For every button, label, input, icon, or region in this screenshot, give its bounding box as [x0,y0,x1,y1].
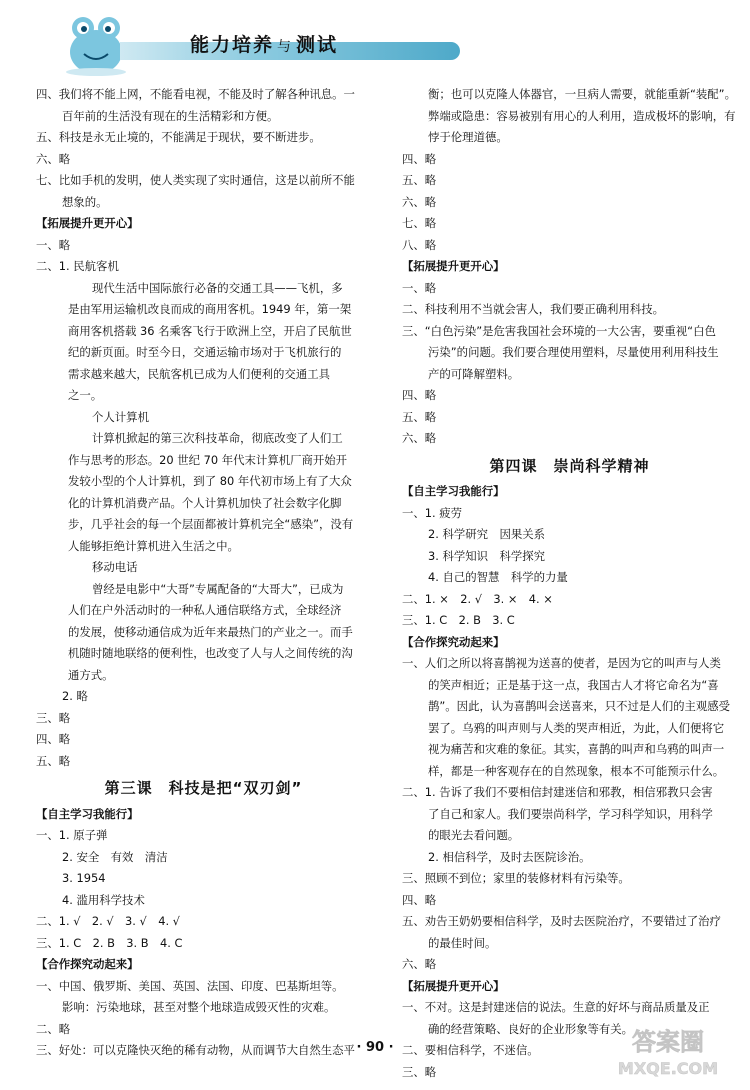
answer-line: 4. 滥用科学技术 [62,892,145,907]
answer-line: 一、略 [36,237,71,252]
left-column [36,84,371,1062]
paragraph-line: 现代生活中国际旅行必备的交通工具——飞机，多 [92,280,343,295]
page-title: 能力培养 与 测试 [190,34,339,56]
paragraph-line: 曾经是电影中“大哥”专属配备的“大哥大”，已成为 [92,581,344,596]
answer-line: 三、好处：可以克隆快灭绝的稀有动物，从而调节大自然生态平 [36,1043,355,1057]
section-heading: 【拓展提升更开心】 [36,216,139,230]
answer-line: 2. 安全 有效 清洁 [62,849,168,864]
answer-line: 五、科技是永无止境的，不能满足于现状，要不断进步。 [36,130,321,144]
answer-line: 确的经营策略、良好的企业形象等有关。 [428,1021,634,1036]
answer-line: 五、劝告王奶奶要相信科学，及时去医院治疗，不要错过了治疗 [402,914,721,928]
answer-line: 悖于伦理道德。 [428,130,508,144]
answer-line: 想象的。 [62,194,108,209]
answer-line: 3. 科学知识 科学探究 [428,548,546,563]
answer-line: 五、略 [402,409,437,424]
answer-line: 三、略 [36,710,71,725]
answer-line: 百年前的生活没有现在的生活精彩和方便。 [62,108,279,123]
answer-line: 一、1. 原子弹 [36,828,108,842]
svg-text:答案圈: 答案圈 [632,1028,704,1056]
answer-line: 七、略 [402,216,437,230]
answer-line: 3. 1954 [62,871,106,885]
answer-line: 三、1. C 2. B 3. C [402,613,515,627]
paragraph-line: 纪的新页面。时至今日，交通运输市场对于飞机旅行的 [68,345,342,359]
answer-line: 二、略 [36,1021,71,1036]
answer-line: 六、略 [402,957,437,971]
answer-line: 一、略 [402,280,437,295]
paragraph-line: 商用客机搭载 36 名乘客飞行于欧洲上空，开启了民航世 [68,323,352,338]
paragraph-line: 化的计算机消费产品。个人计算机加快了社会数字化脚 [68,495,342,510]
answer-line: 鹊”。因此，认为喜鹊叫会送喜来，只不过是人们的主观感受 [428,699,731,713]
answer-line: 六、略 [402,194,437,209]
lesson-title: 第四课 崇尚科学精神 [489,456,650,475]
answer-line: 一、人们之所以将喜鹊视为送喜的使者，是因为它的叫声与人类 [402,656,721,670]
answer-line: 四、略 [36,732,71,746]
answer-line: 五、略 [36,753,71,768]
answer-line: 三、照顾不到位；家里的装修材料有污染等。 [402,871,630,885]
answer-line: 三、“白色污染”是危害我国社会环境的一大公害，要重视“白色 [402,323,716,338]
section-heading: 【自主学习我能行】 [36,806,139,821]
paragraph-line: 的发展，使移动通信成为近年来最热门的产业之一。而手 [68,624,353,639]
answer-line: 衡；也可以克隆人体器官，一旦病人需要，就能重新“装配”。 [428,87,736,101]
paragraph-line: 人们在户外活动时的一种私人通信联络方式，全球经济 [68,603,342,617]
paragraph-line: 步，几乎社会的每一个层面都被计算机完全“感染”，没有 [68,517,354,531]
site-watermark-logo [598,1020,738,1080]
section-heading: 【合作探究动起来】 [402,634,505,649]
answer-line: 三、略 [402,1064,437,1079]
answer-line: 2. 略 [62,689,88,703]
answer-line: 二、科技利用不当就会害人，我们要正确利用科技。 [402,302,664,316]
sub-heading: 移动电话 [92,560,138,574]
section-heading: 【拓展提升更开心】 [402,978,505,993]
answer-line: 产的可降解塑料。 [428,366,520,381]
answer-line: 二、1. 民航客机 [36,259,119,273]
section-heading: 【拓展提升更开心】 [402,259,505,273]
answer-line: 六、略 [36,151,71,166]
answer-line: 五、略 [402,173,437,187]
answer-line: 二、1. 告诉了我们不要相信封建迷信和邪教，相信邪教只会害 [402,785,713,799]
paragraph-line: 计算机掀起的第三次科技革命，彻底改变了人们工 [92,431,343,445]
answer-line: 污染”的问题。我们要合理使用塑料，尽量使用利用科技生 [428,345,719,359]
answer-line: 二、要相信科学，不迷信。 [402,1043,539,1057]
paragraph-line: 是由军用运输机改良而成的商用客机。1949 年，第一架 [68,302,352,316]
sub-heading: 个人计算机 [92,409,149,424]
answer-line: 的眼光去看问题。 [428,828,520,842]
answer-line: 一、1. 疲劳 [402,505,463,520]
answer-line: 一、不对。这是封建迷信的说法。生意的好坏与商品质量及正 [402,1000,710,1014]
answer-line: 六、略 [402,431,437,445]
page-header [0,0,750,78]
paragraph-line: 发较小型的个人计算机，到了 80 年代初市场上有了大众 [68,474,352,488]
answer-line: 四、我们将不能上网，不能看电视，不能及时了解各种讯息。一 [36,87,355,101]
answer-line: 二、1. × 2. √ 3. × 4. × [402,591,553,606]
answer-line: 七、比如手机的发明，使人类实现了实时通信，这是以前所不能 [36,173,355,187]
answer-line: 弊端或隐患：容易被别有用心的人利用，造成极坏的影响，有 [428,108,736,123]
answer-line: 2. 科学研究 因果关系 [428,527,546,541]
answer-line: 四、略 [402,151,437,166]
answer-line: 八、略 [402,237,437,252]
answer-line: 四、略 [402,892,437,907]
paragraph-line: 机随时随地联络的便利性，也改变了人与人之间传统的沟 [68,646,353,660]
section-heading: 【自主学习我能行】 [402,484,505,498]
answer-line: 的最佳时间。 [428,935,497,950]
right-column [402,84,737,1083]
paragraph-line: 通方式。 [68,667,114,682]
paragraph-line: 之一。 [68,388,103,402]
paragraph-line: 人能够拒绝计算机进入生活之中。 [68,538,239,553]
answer-line: 的笑声相近；正是基于这一点，我国古人才将它命名为“喜 [428,677,719,692]
answer-line: 了自己和家人。我们要崇尚科学，学习科学知识，用科学 [428,806,713,821]
answer-line: 视为痛苦和灾难的象征。其实，喜鹊的叫声和乌鸦的叫声一 [428,742,725,756]
answer-line: 三、1. C 2. B 3. B 4. C [36,935,183,950]
answer-line: 影响：污染地球，甚至对整个地球造成毁灭性的灾难。 [62,1000,336,1014]
paragraph-line: 作与思考的形态。20 世纪 70 年代末计算机厂商开始开 [68,452,348,467]
answer-line: 一、中国、俄罗斯、美国、英国、法国、印度、巴基斯坦等。 [36,978,344,993]
answer-line: 4. 自己的智慧 科学的力量 [428,570,568,584]
page-number: · 90 · [356,1040,394,1055]
answer-line: 罢了。乌鸦的叫声则与人类的哭声相近，为此，人们便将它 [428,720,725,735]
svg-text:MXQE.COM: MXQE.COM [617,1059,719,1078]
section-heading: 【合作探究动起来】 [36,957,139,971]
answer-line: 2. 相信科学，及时去医院诊治。 [428,849,591,864]
paragraph-line: 需求越来越大，民航客机已成为人们便利的交通工具 [68,366,330,381]
answer-line: 样，都是一种客观存在的自然现象，根本不可能预示什么。 [428,763,725,778]
lesson-title: 第三课 科技是把“双刃剑” [104,779,303,797]
answer-line: 二、1. √ 2. √ 3. √ 4. √ [36,914,180,928]
answer-line: 四、略 [402,388,437,402]
